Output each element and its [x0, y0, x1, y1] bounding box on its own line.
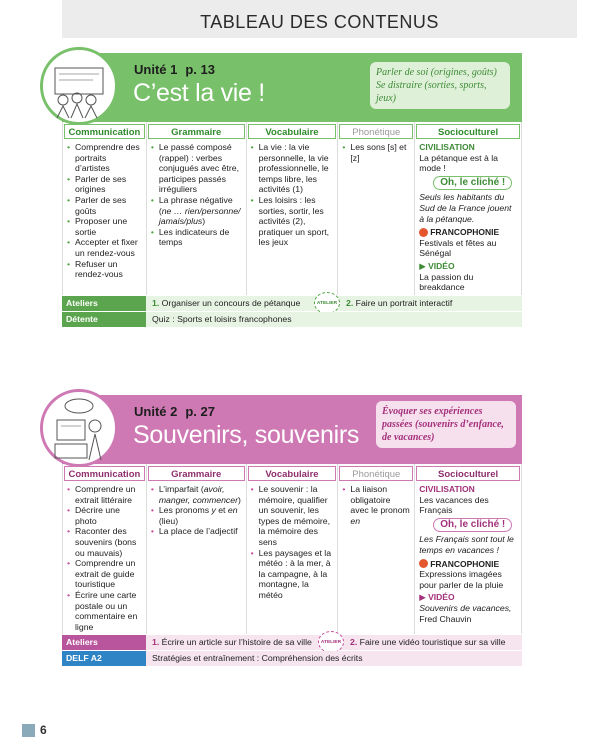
francophonie-text: Festivals et fêtes au Sénégal	[419, 237, 497, 259]
video-author: Fred Chauvin	[419, 613, 472, 624]
detente-label: Détente	[62, 312, 146, 327]
video-label: ▶ VIDÉO	[419, 260, 455, 271]
unit-2-title: Souvenirs, souvenirs	[133, 421, 360, 449]
delf-label: DELF A2	[62, 651, 146, 666]
unit-2-delf-row	[62, 651, 522, 666]
objective: Parler de soi (origines, goûts)	[376, 67, 497, 78]
ateliers-label: Ateliers	[62, 635, 146, 650]
unit-2-banner	[62, 395, 522, 464]
column-header: Communication	[64, 466, 145, 481]
list-item: • La place de l’adjectif	[151, 526, 242, 537]
list-item: • Le passé composé (rappel) : verbes conjugués avec être, participes passés irréguliers	[151, 142, 242, 195]
video-text: Souvenirs de vacances,	[419, 602, 512, 613]
column-vocabulaire	[247, 464, 339, 634]
column-header: Phonétique	[339, 124, 413, 139]
phonetique-list	[342, 142, 410, 163]
page-number: 6	[40, 723, 47, 737]
column-header: Vocabulaire	[248, 466, 337, 481]
list-item: • Comprendre un extrait littéraire	[67, 484, 142, 505]
unit-1-banner	[62, 53, 522, 122]
list-item: • Parler de ses goûts	[67, 195, 142, 216]
unit-1-columns	[62, 122, 522, 295]
list-item: • La vie : la vie personnelle, la vie professionnelle, le temps libre, les activités (1)	[251, 142, 334, 195]
civilisation-text: Les vacances des Français	[419, 494, 489, 516]
footer-marker	[22, 724, 35, 737]
civilisation-text: La pétanque est à la mode !	[419, 152, 498, 174]
list-item: • Les paysages et la météo : à la mer, à la campagne, à la montagne, la météo	[251, 548, 334, 601]
unit-1-number: Unité 1	[134, 62, 178, 77]
video-label: ▶ VIDÉO	[419, 592, 455, 603]
unit-2-section	[62, 395, 522, 666]
unit-2-columns	[62, 464, 522, 634]
list-item: • Raconter des souvenirs (bons ou mauvais)	[67, 526, 142, 558]
cliche-badge: Oh, le cliché !	[433, 176, 512, 191]
unit-2-illustration	[40, 389, 118, 467]
atelier-2: Faire un portrait interactif	[355, 297, 453, 308]
francophonie-label: FRANCOPHONIE	[419, 559, 517, 570]
list-item: • Accepter et fixer un rendez-vous	[67, 237, 142, 258]
page-header	[62, 0, 577, 38]
column-vocabulaire	[247, 122, 339, 295]
column-phonetique	[338, 464, 415, 634]
unit-1-title: C’est la vie !	[133, 79, 265, 107]
page-title: TABLEAU DES CONTENUS	[200, 12, 439, 32]
column-header: Socioculturel	[416, 466, 520, 481]
civilisation-label: CIVILISATION	[419, 142, 475, 152]
column-communication	[63, 122, 147, 295]
video-text: La passion du breakdance	[419, 271, 474, 293]
list-item: • Proposer une sortie	[67, 216, 142, 237]
objective: Évoquer ses expériences passées (souvenirs d’enfance, de vacances)	[382, 406, 504, 443]
cliche-badge: Oh, le cliché !	[433, 518, 512, 533]
list-item: • Le souvenir : la mémoire, qualifier un souvenir, les types de mémoire, la mémoire des sens	[251, 484, 334, 548]
unit-2-number: Unité 2	[134, 404, 178, 419]
atelier-2: Faire une vidéo touristique sur sa ville	[359, 637, 506, 648]
column-communication	[63, 464, 147, 634]
atelier-1: Écrire un article sur l’histoire de sa ville	[161, 637, 312, 648]
list-item: • Les loisirs : les sorties, sortir, les activités (2), pratiquer un sport, les jeux	[251, 195, 334, 248]
grammaire-list	[151, 142, 242, 248]
column-header: Phonétique	[339, 466, 413, 481]
unit-1-label	[134, 62, 215, 77]
unit-1-section	[62, 53, 522, 327]
list-item: • Parler de ses origines	[67, 174, 142, 195]
column-grammaire	[147, 464, 247, 634]
cliche-text: Seuls les habitants du Sud de la France jouent à la pétanque.	[419, 192, 512, 224]
column-socioculturel	[415, 122, 522, 295]
list-item: • Les sons [s] et [z]	[342, 142, 410, 163]
list-item: • Écrire une carte postale ou un commentaire en ligne	[67, 590, 142, 632]
unit-2-page: p. 27	[185, 404, 215, 419]
communication-list	[67, 142, 142, 280]
francophonie-text: Expressions imagées pour parler de la pluie	[419, 569, 504, 590]
list-item: • Décrire une photo	[67, 505, 142, 526]
list-item: • La liaison obligatoire avec le pronom en	[342, 484, 410, 526]
cliche-text: Les Français sont tout le temps en vacances !	[419, 534, 514, 555]
column-header: Grammaire	[148, 124, 245, 139]
francophonie-label: FRANCOPHONIE	[419, 227, 517, 238]
francophonie-icon	[419, 559, 428, 568]
column-socioculturel	[415, 464, 522, 634]
column-header: Vocabulaire	[248, 124, 337, 139]
list-item: • Comprendre des portraits d’artistes	[67, 142, 142, 174]
civilisation-label: CIVILISATION	[419, 484, 475, 494]
unit-1-page: p. 13	[185, 62, 215, 77]
detente-text: Quiz : Sports et loisirs francophones	[146, 312, 522, 327]
atelier-tech-stamp-icon: ATELIER	[318, 631, 344, 653]
list-item: • La phrase négative (ne … rien/personne/ jamais/plus)	[151, 195, 242, 227]
unit-1-objectives	[370, 62, 510, 109]
column-phonetique	[338, 122, 415, 295]
unit-1-illustration	[40, 47, 118, 125]
communication-list	[67, 484, 142, 632]
unit-2-objectives	[376, 401, 516, 448]
list-item: • Refuser un rendez-vous	[67, 259, 142, 280]
column-header: Socioculturel	[416, 124, 520, 139]
objective: Se distraire (sorties, sports, jeux)	[376, 80, 487, 104]
francophonie-icon	[419, 228, 428, 237]
unit-2-ateliers-row: Ateliers 1. Écrire un article sur l’histoire de sa ville ATELIER 2. Faire une vidéo touristique sur sa ville	[62, 635, 522, 650]
column-header: Communication	[64, 124, 145, 139]
vocabulaire-list	[251, 484, 334, 601]
list-item: • Les pronoms y et en (lieu)	[151, 505, 242, 526]
column-grammaire	[147, 122, 247, 295]
list-item: • Les indicateurs de temps	[151, 227, 242, 248]
ateliers-label: Ateliers	[62, 296, 146, 311]
atelier-tech-stamp-icon: ATELIER	[314, 292, 340, 314]
unit-2-label	[134, 404, 215, 419]
list-item: • L’imparfait (avoir, manger, commencer)	[151, 484, 242, 505]
vocabulaire-list	[251, 142, 334, 248]
list-item: • Comprendre un extrait de guide touristique	[67, 558, 142, 590]
unit-1-detente-row	[62, 312, 522, 327]
delf-text: Stratégies et entraînement : Compréhension des écrits	[146, 651, 522, 666]
column-header: Grammaire	[148, 466, 245, 481]
atelier-1: Organiser un concours de pétanque	[161, 297, 301, 308]
grammaire-list	[151, 484, 242, 537]
phonetique-list	[342, 484, 410, 526]
unit-1-ateliers-row: Ateliers 1. Organiser un concours de pétanque ATELIER 2. Faire un portrait interactif	[62, 296, 522, 311]
